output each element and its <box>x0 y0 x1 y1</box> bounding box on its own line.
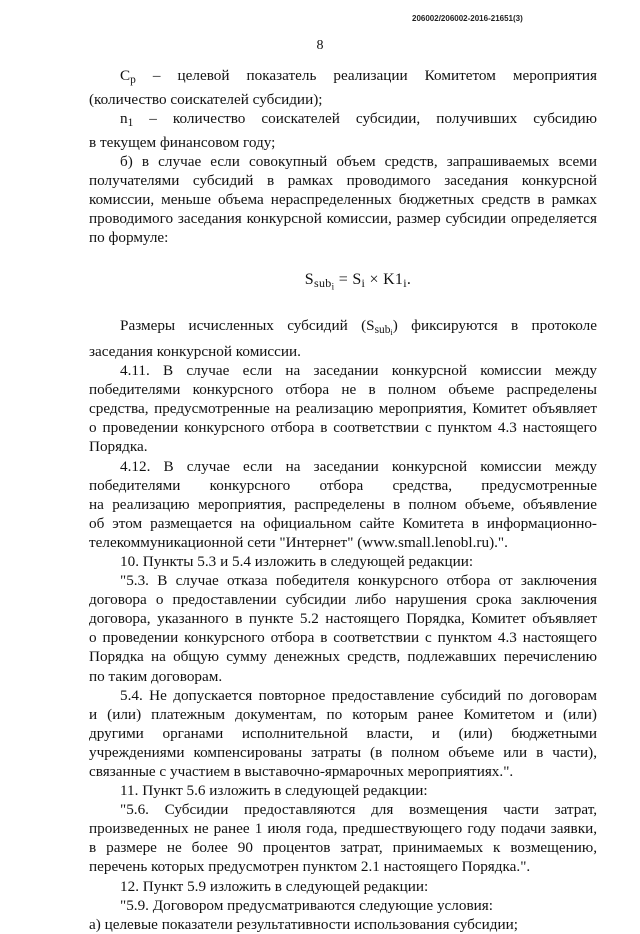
text-line: по формуле: <box>89 229 169 247</box>
text-line: и (или) платежным документам, по которым ранее Комитетом и (или) <box>89 705 597 723</box>
document-body <box>89 66 597 934</box>
text-line: другими органами исполнительной власти, и (или) бюджетными <box>89 724 597 742</box>
text-line: 12. Пункт 5.9 изложить в следующей редакции: <box>120 877 429 895</box>
text-line: договора о предоставлении субсидии либо нарушения срока заключения <box>89 591 597 609</box>
text-line: "5.9. Договором предусматриваются следующие условия: <box>120 896 493 914</box>
text-line: заседания конкурсной комиссии. <box>89 342 301 360</box>
text-line: в текущем финансовом году; <box>89 133 276 151</box>
text-line: (количество соискателей субсидии); <box>89 90 323 108</box>
text-line: об этом размещается на официальном сайте Комитета в информационно- <box>89 514 597 532</box>
text-line: 5.4. Не допускается повторное предоставление субсидий по договорам <box>120 686 597 704</box>
text-line: комиссии, меньше объема нераспределенных бюджетных средств в рамках <box>89 191 597 209</box>
text-line: $C_p$ – целевой показатель реализации Комитетом мероприятия <box>120 67 597 86</box>
text-line: "5.6. Субсидии предоставляются для возмещения части затрат, <box>120 801 597 819</box>
text-line: победителями конкурсного отбора средства, предусмотренные <box>89 476 597 494</box>
text-line: о проведении конкурсного отбора в соответствии с пунктом 4.3 настоящего <box>89 419 597 437</box>
text-line: на реализацию мероприятия, распределены в полном объеме, объявление <box>89 495 597 513</box>
text-line: 11. Пункт 5.6 изложить в следующей редакции: <box>120 782 428 800</box>
text-line: телекоммуникационной сети "Интернет" (www.small.lenobl.ru).". <box>89 533 508 551</box>
text-line: по таким договорам. <box>89 667 223 685</box>
text-line: Порядка. <box>89 438 148 456</box>
text-line: произведенных не ранее 1 июля года, предшествующего году подачи заявки, <box>89 820 597 838</box>
text-line: 10. Пункты 5.3 и 5.4 изложить в следующей редакции: <box>120 552 474 570</box>
document-id: 206002/206002-2016-21651(3) <box>412 14 523 23</box>
text-line: средства, предусмотренные на реализацию мероприятия, Комитет объявляет <box>89 400 597 418</box>
page-number: 8 <box>316 38 324 53</box>
text-line: в размере не более 90 процентов затрат, принимаемых к возмещению, <box>89 839 597 857</box>
text-line: договора, указанного в пункте 5.2 настоящего Порядка, Комитет объявляет <box>89 610 597 628</box>
text-line: связанные с участием в выставочно-ярмарочных мероприятиях.". <box>89 763 514 780</box>
text-line: получателями субсидий в рамках проводимого заседания конкурсной <box>89 172 597 190</box>
formula: $S_{sub_i} = S_i \times K1_i$. <box>304 270 412 291</box>
text-line: учреждениями компенсированы затраты (в полном объеме или в части), <box>89 743 597 761</box>
text-line: перечень которых предусмотрен пунктом 2.1 настоящего Порядка.". <box>89 858 531 876</box>
text-line: 4.11. В случае если на заседании конкурсной комиссии между <box>120 362 597 380</box>
text-line: 4.12. В случае если на заседании конкурсной комиссии между <box>120 457 597 475</box>
text-line: победителями конкурсного отбора не в полном объеме распределены <box>89 381 597 399</box>
text-line: $n_1$ – количество соискателей субсидии, получивших субсидию <box>120 110 597 129</box>
text-line: а) целевые показатели результативности использования субсидии; <box>89 915 518 933</box>
text-line: Размеры исчисленных субсидий $(S_{sub_i})$ фиксируются в протоколе <box>120 316 597 337</box>
text-line: проводимого заседания конкурсной комиссии, размер субсидии определяется <box>89 210 597 228</box>
text-line: о проведении конкурсного отбора в соответствии с пунктом 4.3 настоящего <box>89 629 597 647</box>
text-line: б) в случае если совокупный объем средств, запрашиваемых всеми <box>120 153 597 171</box>
text-line: Порядка на общую сумму денежных средств, подлежавших перечислению <box>89 648 597 666</box>
text-line: "5.3. В случае отказа победителя конкурсного отбора от заключения <box>120 572 597 590</box>
